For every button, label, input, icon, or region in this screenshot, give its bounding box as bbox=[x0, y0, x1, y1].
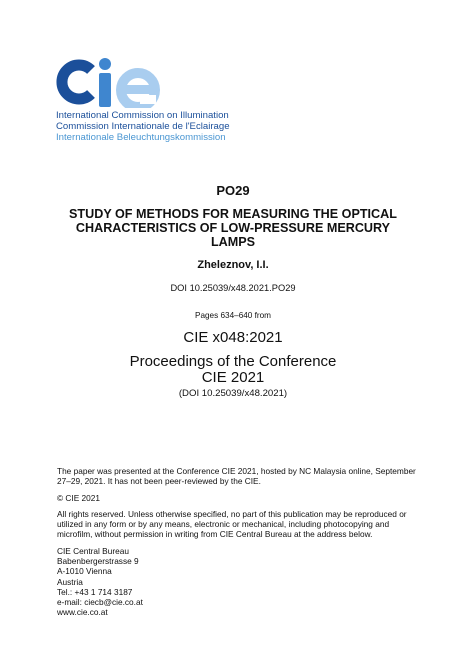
org-name-french: Commission Internationale de l'Eclairage bbox=[56, 121, 230, 132]
paper-doi: DOI 10.25039/x48.2021.PO29 bbox=[170, 283, 296, 293]
proceedings-line-1: Proceedings of the Conference bbox=[129, 353, 337, 370]
address-email[interactable]: e-mail: ciecb@cie.co.at bbox=[57, 597, 143, 608]
proceedings-line-2: CIE 2021 bbox=[201, 369, 265, 386]
presentation-note: The paper was presented at the Conference CIE 2021, hosted by NC Malaysia online, September 27–29, 2021. It has not been peer-reviewed by the CIE. bbox=[57, 466, 416, 487]
cie-logo bbox=[56, 56, 166, 108]
paper-pages: Pages 634–640 from bbox=[194, 311, 271, 320]
paper-author: Zheleznov, I.I. bbox=[197, 259, 269, 271]
publication-id: CIE x048:2021 bbox=[183, 329, 283, 346]
paper-code: PO29 bbox=[216, 183, 250, 198]
address-line: Tel.: +43 1 714 3187 bbox=[57, 586, 133, 597]
organization-names bbox=[56, 110, 230, 143]
rights-statement: All rights reserved. Unless otherwise specified, no part of this publication may be reproduced or utilized in any form or by any means, electronic or mechanical, including photocopying and microfilm, without permission in writing from CIE Central Bureau at the address below. bbox=[57, 509, 407, 540]
address-line: Austria bbox=[57, 576, 83, 587]
proceedings-title bbox=[0, 354, 466, 386]
address-line: CIE Central Bureau bbox=[57, 546, 129, 556]
address-website[interactable]: www.cie.co.at bbox=[57, 607, 108, 618]
address-line: Babenbergerstrasse 9 bbox=[57, 556, 139, 567]
publication-doi: (DOI 10.25039/x48.2021) bbox=[178, 388, 288, 399]
address-line: A-1010 Vienna bbox=[57, 566, 112, 577]
paper-title: STUDY OF METHODS FOR MEASURING THE OPTICAL CHARACTERISTICS OF LOW-PRESSURE MERCURY LAMPS bbox=[69, 207, 397, 249]
org-name-english: International Commission on Illumination bbox=[56, 110, 229, 121]
org-name-german: Internationale Beleuchtungskommission bbox=[56, 132, 226, 143]
address-block bbox=[57, 546, 417, 617]
copyright-notice: © CIE 2021 bbox=[57, 493, 101, 503]
